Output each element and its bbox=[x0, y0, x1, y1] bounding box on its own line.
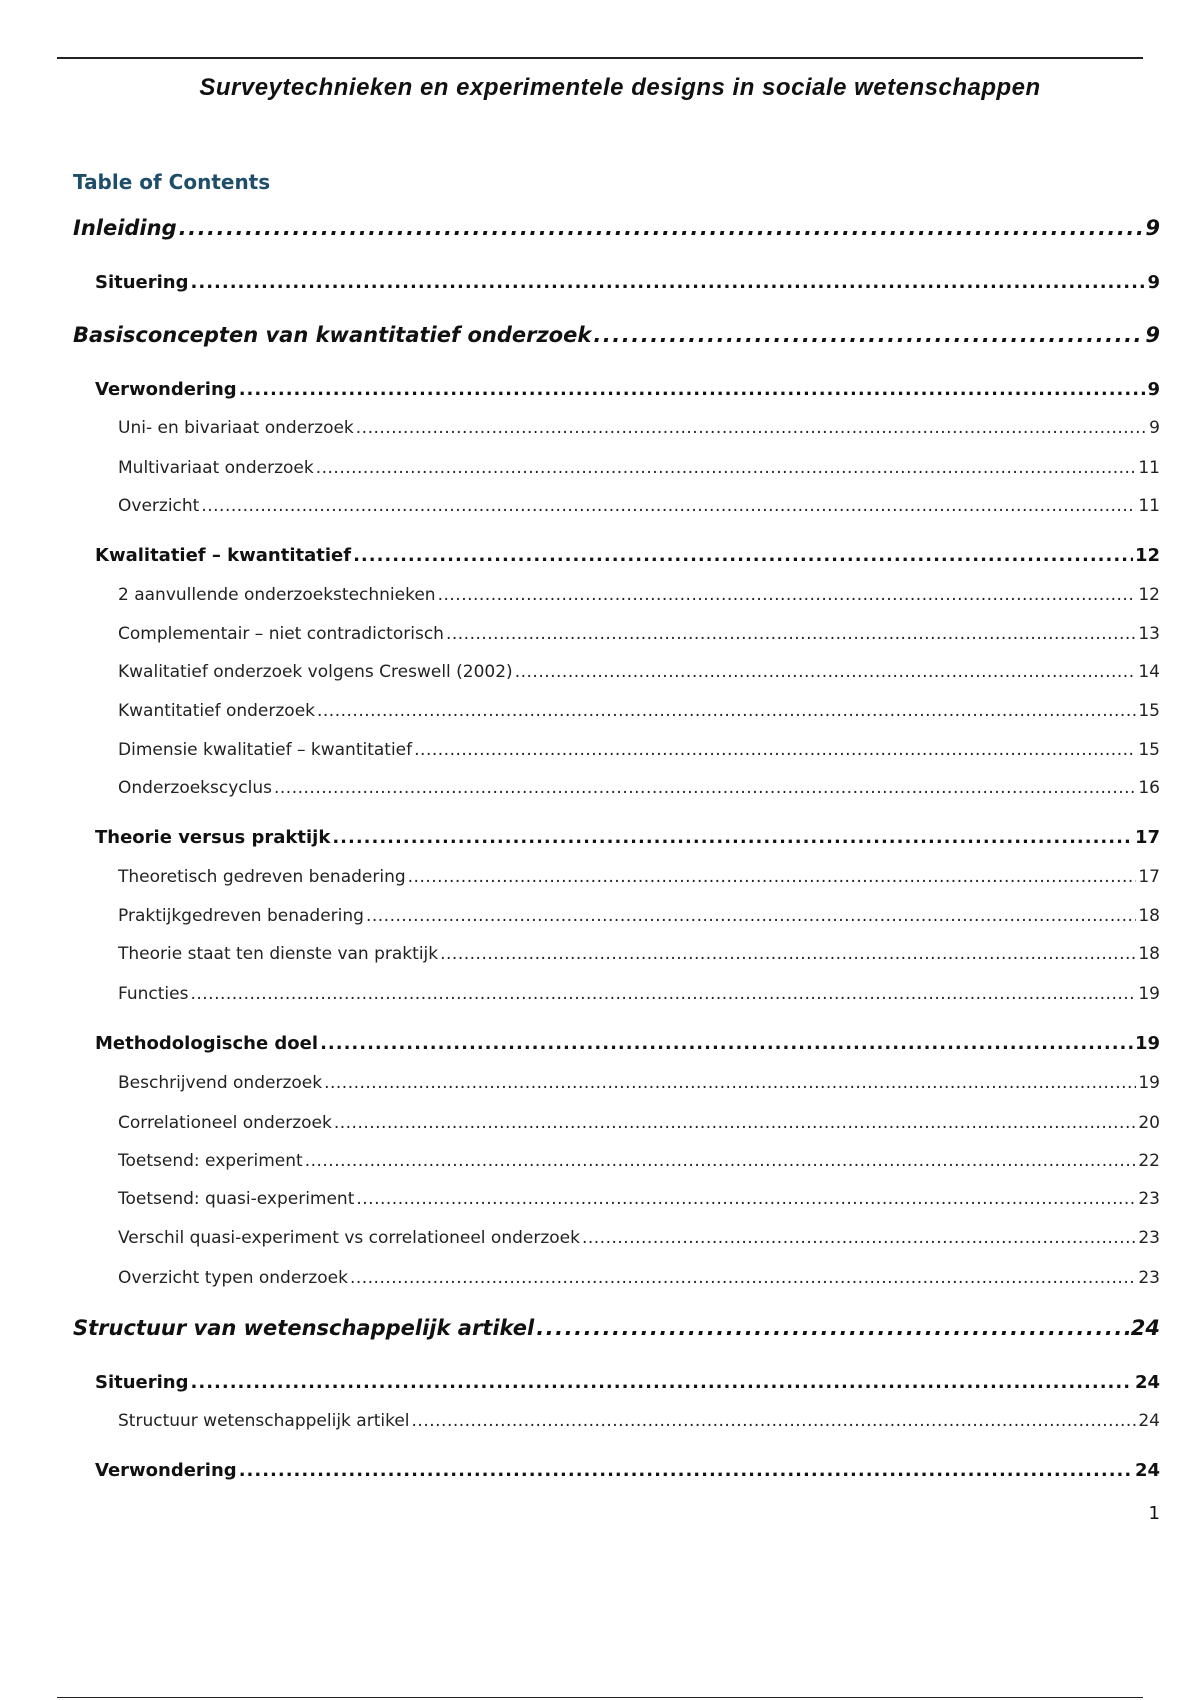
toc-entry[interactable] bbox=[73, 545, 1160, 566]
toc-entry[interactable] bbox=[73, 624, 1160, 644]
toc-leader-dots bbox=[334, 1113, 1137, 1133]
toc-entry[interactable] bbox=[73, 1268, 1160, 1288]
toc-entry-label: Functies bbox=[118, 984, 189, 1004]
toc-entry[interactable] bbox=[73, 216, 1160, 240]
toc-entry-label: Toetsend: experiment bbox=[118, 1151, 303, 1171]
toc-entry[interactable] bbox=[73, 1189, 1160, 1209]
toc-entry-page: 17 bbox=[1134, 827, 1160, 848]
toc-entry-label: Verschil quasi-experiment vs correlationeel onderzoek bbox=[118, 1228, 580, 1248]
toc-entry[interactable] bbox=[73, 1372, 1160, 1393]
toc-entry-label: Beschrijvend onderzoek bbox=[118, 1073, 323, 1093]
toc-leader-dots bbox=[356, 418, 1147, 438]
toc-entry[interactable] bbox=[73, 827, 1160, 848]
toc-leader-dots bbox=[350, 1268, 1136, 1288]
document-title: Surveytechnieken en experimentele designs in sociale wetenschappen bbox=[199, 74, 1041, 101]
toc-leader-dots bbox=[536, 1316, 1129, 1340]
toc-entry-page: 9 bbox=[1147, 272, 1160, 293]
toc-entry-label: Theoretisch gedreven benadering bbox=[118, 867, 406, 887]
toc-entry-page: 22 bbox=[1138, 1151, 1160, 1171]
toc-leader-dots bbox=[305, 1151, 1137, 1171]
toc-entry-label: Theorie staat ten dienste van praktijk bbox=[118, 944, 439, 964]
toc-entry-page: 23 bbox=[1138, 1228, 1160, 1248]
toc-entry-label: Dimensie kwalitatief – kwantitatief bbox=[118, 740, 413, 760]
toc-leader-dots bbox=[191, 272, 1146, 293]
header-rule bbox=[57, 57, 1143, 59]
toc-entry-page: 11 bbox=[1138, 458, 1160, 478]
footer-rule bbox=[57, 1697, 1143, 1698]
toc-leader-dots bbox=[440, 944, 1136, 964]
toc-entry[interactable] bbox=[73, 1411, 1160, 1431]
toc-leader-dots bbox=[366, 906, 1136, 926]
toc-leader-dots bbox=[593, 323, 1143, 347]
toc-entry[interactable] bbox=[73, 740, 1160, 760]
toc-leader-dots bbox=[201, 496, 1136, 516]
toc-entry-label: Correlationeel onderzoek bbox=[118, 1113, 332, 1133]
toc-entry-page: 23 bbox=[1138, 1189, 1160, 1209]
toc-entry-label: Theorie versus praktijk bbox=[95, 827, 331, 848]
toc-entry-page: 11 bbox=[1138, 496, 1160, 516]
toc-entry-page: 13 bbox=[1138, 624, 1160, 644]
toc-entry-label: Overzicht typen onderzoek bbox=[118, 1268, 348, 1288]
toc-entry[interactable] bbox=[73, 496, 1160, 516]
toc-entry-page: 9 bbox=[1145, 323, 1160, 347]
toc-entry-page: 12 bbox=[1138, 585, 1160, 605]
toc-entry[interactable] bbox=[73, 323, 1160, 347]
toc-entry-label: Toetsend: quasi-experiment bbox=[118, 1189, 355, 1209]
toc-entry[interactable] bbox=[73, 1151, 1160, 1171]
toc-entry-page: 24 bbox=[1134, 1460, 1160, 1481]
toc-leader-dots bbox=[582, 1228, 1136, 1248]
toc-entry-page: 15 bbox=[1138, 701, 1160, 721]
toc-entry[interactable] bbox=[73, 272, 1160, 293]
toc-leader-dots bbox=[239, 379, 1146, 400]
toc-leader-dots bbox=[438, 585, 1137, 605]
toc-entry-page: 18 bbox=[1138, 944, 1160, 964]
toc-leader-dots bbox=[316, 458, 1137, 478]
toc-entry-label: Complementair – niet contradictorisch bbox=[118, 624, 444, 644]
toc-entry[interactable] bbox=[73, 662, 1160, 682]
toc-leader-dots bbox=[317, 701, 1136, 721]
toc-entry-page: 16 bbox=[1138, 778, 1160, 798]
toc-entry[interactable] bbox=[73, 585, 1160, 605]
toc-entry-label: Basisconcepten van kwantitatief onderzoek bbox=[73, 323, 592, 347]
toc-entry-label: Uni- en bivariaat onderzoek bbox=[118, 418, 354, 438]
toc-leader-dots bbox=[515, 662, 1137, 682]
toc-entry-label: Praktijkgedreven benadering bbox=[118, 906, 364, 926]
toc-entry[interactable] bbox=[73, 1033, 1160, 1054]
toc-entry-page: 24 bbox=[1134, 1372, 1160, 1393]
toc-entry-label: Verwondering bbox=[95, 1460, 237, 1481]
toc-entry-label: Kwalitatief onderzoek volgens Creswell (2002) bbox=[118, 662, 513, 682]
toc-entry-page: 23 bbox=[1138, 1268, 1160, 1288]
toc-leader-dots bbox=[412, 1411, 1137, 1431]
toc-entry-label: Methodologische doel bbox=[95, 1033, 319, 1054]
toc-entry-label: Situering bbox=[95, 272, 189, 293]
toc-entry-page: 24 bbox=[1138, 1411, 1160, 1431]
toc-entry-page: 20 bbox=[1138, 1113, 1160, 1133]
toc-entry-page: 24 bbox=[1130, 1316, 1160, 1340]
toc-leader-dots bbox=[191, 1372, 1133, 1393]
toc-entry-page: 15 bbox=[1138, 740, 1160, 760]
toc-entry-page: 9 bbox=[1149, 418, 1160, 438]
toc-entry-page: 9 bbox=[1147, 379, 1160, 400]
toc-entry-label: Kwalitatief – kwantitatief bbox=[95, 545, 352, 566]
toc-heading: Table of Contents bbox=[73, 170, 271, 194]
toc-entry[interactable] bbox=[73, 1073, 1160, 1093]
toc-entry-page: 19 bbox=[1138, 984, 1160, 1004]
toc-entry[interactable] bbox=[73, 379, 1160, 400]
toc-entry[interactable] bbox=[73, 1113, 1160, 1133]
toc-entry[interactable] bbox=[73, 984, 1160, 1004]
toc-entry-page: 9 bbox=[1145, 216, 1160, 240]
toc-entry[interactable] bbox=[73, 1460, 1160, 1481]
toc-entry-label: Inleiding bbox=[73, 216, 177, 240]
toc-entry-label: Verwondering bbox=[95, 379, 237, 400]
toc-leader-dots bbox=[356, 1189, 1136, 1209]
toc-entry-page: 19 bbox=[1138, 1073, 1160, 1093]
toc-leader-dots bbox=[408, 867, 1137, 887]
toc-leader-dots bbox=[414, 740, 1136, 760]
toc-entry[interactable] bbox=[73, 944, 1160, 964]
toc-leader-dots bbox=[239, 1460, 1133, 1481]
page-number: 1 bbox=[1148, 1503, 1160, 1524]
toc-leader-dots bbox=[324, 1073, 1136, 1093]
toc-entry[interactable] bbox=[73, 458, 1160, 478]
toc-leader-dots bbox=[353, 545, 1133, 566]
toc-entry-label: Structuur van wetenschappelijk artikel bbox=[73, 1316, 535, 1340]
toc-entry-label: 2 aanvullende onderzoekstechnieken bbox=[118, 585, 436, 605]
toc-entry-page: 12 bbox=[1134, 545, 1160, 566]
toc-entry-page: 18 bbox=[1138, 906, 1160, 926]
toc-entry-label: Situering bbox=[95, 1372, 189, 1393]
toc-leader-dots bbox=[274, 778, 1136, 798]
toc-entry[interactable] bbox=[73, 418, 1160, 438]
toc-entry[interactable] bbox=[73, 701, 1160, 721]
toc-entry-label: Multivariaat onderzoek bbox=[118, 458, 314, 478]
toc-entry[interactable] bbox=[73, 1228, 1160, 1248]
toc-entry-label: Structuur wetenschappelijk artikel bbox=[118, 1411, 410, 1431]
toc-entry[interactable] bbox=[73, 778, 1160, 798]
toc-entry[interactable] bbox=[73, 906, 1160, 926]
toc-leader-dots bbox=[179, 216, 1144, 240]
toc-entry-page: 17 bbox=[1138, 867, 1160, 887]
toc-leader-dots bbox=[332, 827, 1133, 848]
toc-entry-label: Overzicht bbox=[118, 496, 200, 516]
toc-entry-label: Onderzoekscyclus bbox=[118, 778, 272, 798]
toc-entry-label: Kwantitatief onderzoek bbox=[118, 701, 315, 721]
toc-leader-dots bbox=[320, 1033, 1133, 1054]
toc-entry[interactable] bbox=[73, 1316, 1160, 1340]
toc-entry[interactable] bbox=[73, 867, 1160, 887]
toc-leader-dots bbox=[446, 624, 1136, 644]
toc-leader-dots bbox=[190, 984, 1136, 1004]
toc-entry-page: 14 bbox=[1138, 662, 1160, 682]
toc-entry-page: 19 bbox=[1134, 1033, 1160, 1054]
